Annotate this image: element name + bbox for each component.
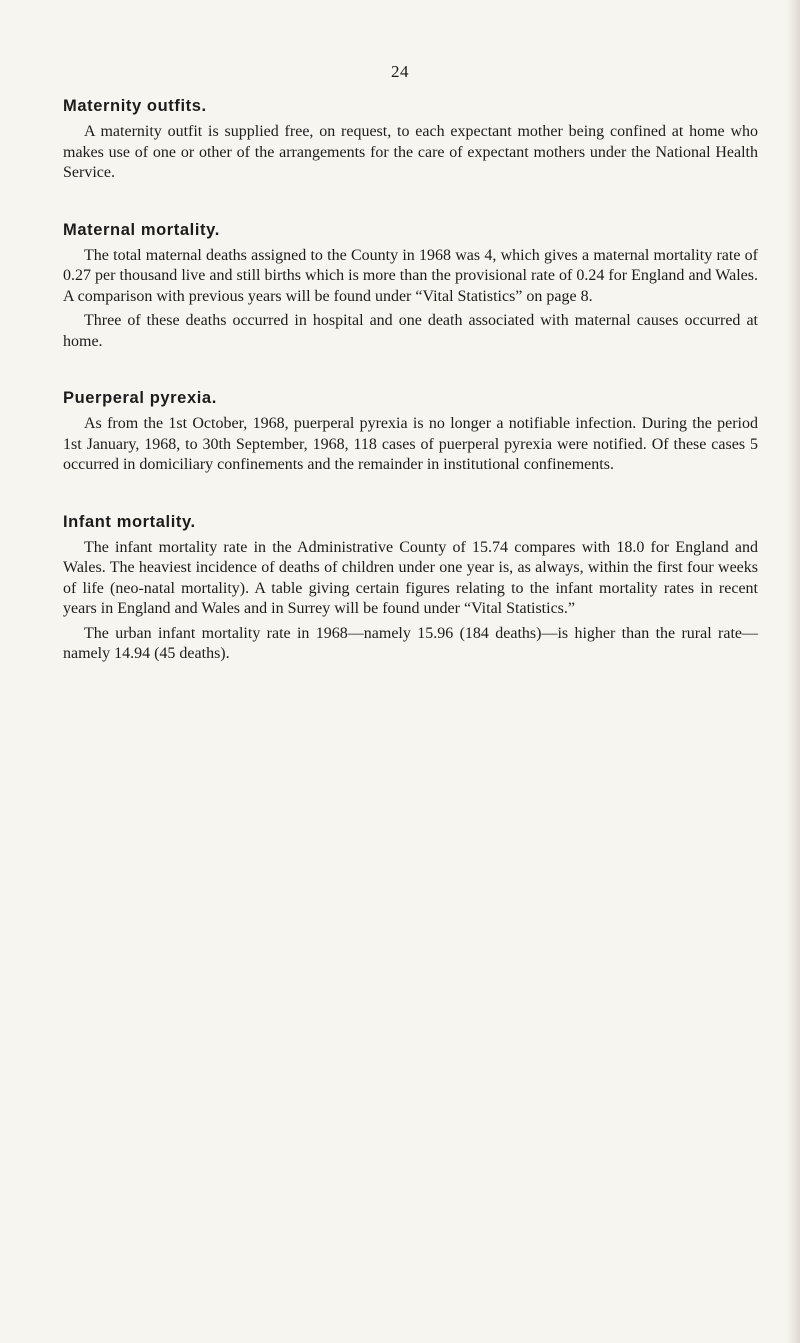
paragraph: The infant mortality rate in the Administrative County of 15.74 compares with 18.0 for England and Wales. The heaviest incidence of deaths of children under one year is, as always, within the first four weeks of life (neo-natal mortality). A table giving certain figures relating to the infant mortality rates in recent years in England and Wales and in Surrey will be found under “Vital Statistics.” — [63, 538, 758, 617]
section-heading: Infant mortality. — [63, 512, 196, 531]
section-maternal-mortality — [63, 220, 758, 353]
paragraph: Three of these deaths occurred in hospital and one death associated with maternal causes occurred at home. — [63, 312, 758, 350]
section-heading: Maternal mortality. — [63, 220, 220, 239]
section-infant-mortality — [63, 512, 758, 665]
paragraph: The total maternal deaths assigned to the County in 1968 was 4, which gives a maternal mortality rate of 0.27 per thousand live and still births which is more than the provisional rate of 0.24 for England and Wales. A comparison with previous years will be found under “Vital Statistics” on page 8. — [63, 246, 758, 305]
page-number: 24 — [391, 62, 409, 81]
section-puerperal-pyrexia — [63, 388, 758, 476]
section-heading: Maternity outfits. — [63, 97, 207, 115]
paragraph: The urban infant mortality rate in 1968—namely 15.96 (184 deaths)—is higher than the rural rate—namely 14.94 (45 deaths). — [63, 624, 758, 662]
document-body — [63, 96, 758, 701]
section-heading: Puerperal pyrexia. — [63, 389, 217, 407]
page-edge-shadow — [786, 0, 800, 1343]
paragraph: A maternity outfit is supplied free, on request, to each expectant mother being confined at home who makes use of one or other of the arrangements for the care of expectant mothers under the National Health Service. — [63, 123, 758, 181]
section-maternity-outfits — [63, 96, 758, 184]
paragraph: As from the 1st October, 1968, puerperal pyrexia is no longer a notifiable infection. During the period 1st January, 1968, to 30th September, 1968, 118 cases of puerperal pyrexia were notified. Of these cases 5 occurred in domiciliary confinements and the remainder in institutional confinements. — [63, 415, 758, 473]
